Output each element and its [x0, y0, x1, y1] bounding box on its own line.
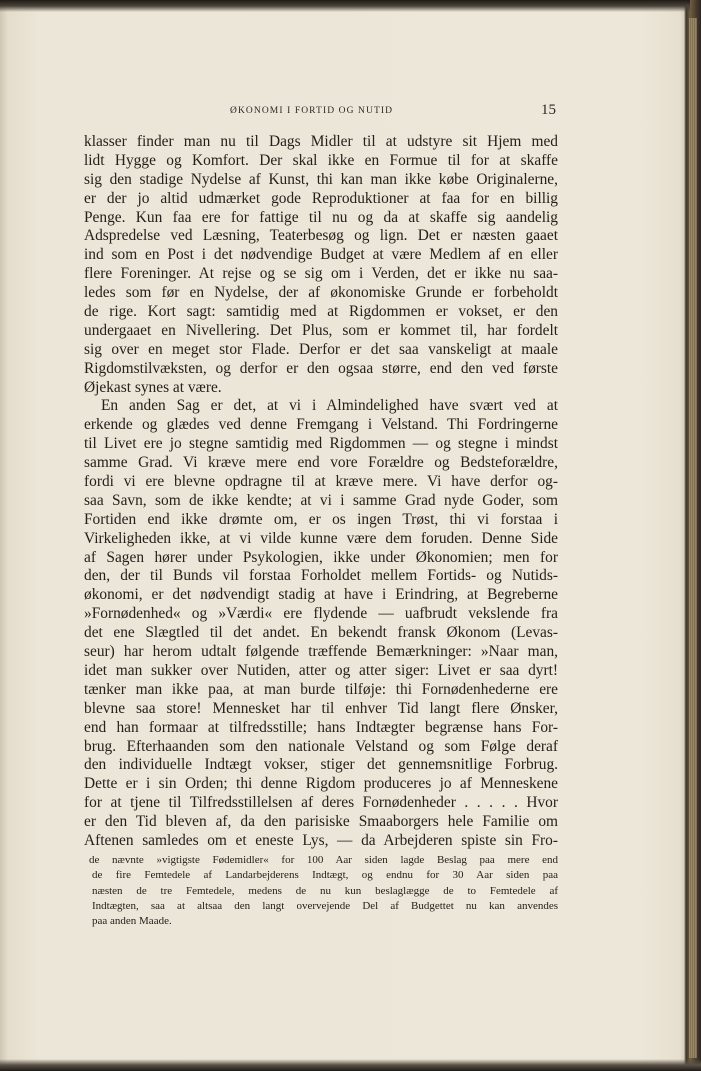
text-line: Adspredelse ved Læsning, Teaterbesøg og lign. Det er næsten gaaet — [84, 227, 558, 245]
text-line: blevne saa store! Mennesket har til enhver Tid langt flere Ønsker, — [84, 699, 558, 717]
text-line: Rigdomstilvæksten, og derfor er den ogsaa større, end den ved første — [84, 359, 558, 377]
text-line: saa Savn, som de ikke kendte; at vi i samme Grad nyde Goder, som — [84, 491, 558, 509]
text-line: samme Grad. Vi kræve mere end vore Forældre og Bedsteforældre, — [84, 454, 558, 472]
text-line: lidt Hygge og Komfort. Der skal ikke en Formue til for at skaffe — [84, 151, 558, 169]
scan-top-shadow — [0, 0, 690, 12]
text-line: er der jo altid udmærket gode Reproduktioner at faa for en billig — [84, 189, 558, 207]
book-page-edges — [689, 18, 697, 1058]
text-line: Virkeligheden ikke, at vi vilde kunne være dem foruden. Denne Side — [84, 529, 558, 547]
text-line: for at tjene til Tilfredsstillelsen af deres Fornødenheder . . . . . Hvor — [84, 794, 558, 812]
text-line: det ene Slægtled til det andet. En bekendt fransk Økonom (Levas- — [84, 624, 558, 642]
text-line: end han formaar at tilfredsstille; hans Indtægter begrænse hans For- — [84, 718, 558, 736]
footnote-line: næsten de tre Femtedele, medens de nu kun beslaglægge de to Femtedele af — [92, 884, 558, 897]
text-line: den individuelle Indtægt vokser, stiger det gennemsnitlige Forbrug. — [84, 756, 558, 774]
text-line: klasser finder man nu til Dags Midler til at udstyre sit Hjem med — [84, 133, 558, 150]
text-line: ind som en Post i det nødvendige Budget at være Medlem af en eller — [84, 246, 558, 264]
running-title: ØKONOMI I FORTID OG NUTID — [230, 106, 394, 116]
text-line: af Sagen hører under Psykologien, ikke under Økonomien; men for — [84, 548, 558, 566]
text-line: sig den stadige Nydelse af Kunst, thi kan man ikke købe Originalerne, — [84, 170, 558, 188]
text-line: til Livet ere jo stegne samtidig med Rigdommen — og stegne i mindst — [84, 435, 558, 453]
text-line: erkende og glædes ved denne Fremgang i Velstand. Thi Fordringerne — [84, 416, 558, 434]
footnote-line: de nævnte »vigtigste Fødemidler« for 100 Aar siden lagde Beslag paa mere end — [89, 854, 558, 866]
text-line: ledes som før en Nydelse, der af økonomiske Grunde er forbeholdt — [84, 284, 558, 302]
text-line: den, der til Bunds vil forstaa Forholdet mellem Fortids- og Nutids- — [84, 567, 558, 585]
text-line: er den Tid bleven af, da den parisiske Smaaborgers hele Familie om — [84, 813, 558, 831]
page-header — [0, 102, 701, 122]
text-line: fordi vi ere blevne opdragne til at kræve mere. Vi have derfor og- — [84, 473, 558, 491]
text-line: Penge. Kun faa ere for fattige til nu og da at skaffe sig aandelig — [84, 208, 558, 226]
text-line: flere Foreninger. At rejse og se sig om i Verden, det er ikke nu saa- — [84, 265, 558, 283]
text-line: de rige. Kort sagt: samtidig med at Rigdommen er vokset, er den — [84, 303, 558, 321]
footnote-line: de fire Femtedele af Landarbejderens Indtægt, og endnu for 30 Aar siden paa — [92, 869, 558, 882]
text-line: seur) har herom udtalt følgende træffende Bemærkninger: »Naar man, — [84, 643, 558, 661]
text-line: økonomi, er det nødvendigt stadig at have i Erindring, at Begreberne — [84, 586, 558, 604]
text-line: »Fornødenhed« og »Værdi« ere flydende — uafbrudt vekslende fra — [84, 605, 558, 623]
text-line: Fortiden end ikke drømte om, er os ingen Trøst, thi vi forstaa i — [84, 510, 558, 528]
text-line: En anden Sag er det, at vi i Almindelighed have svært ved at — [101, 397, 558, 415]
text-line: brug. Efterhaanden som den nationale Velstand og som Følge deraf — [84, 737, 558, 755]
text-line: idet man sukker over Nutiden, atter og atter siger: Livet er saa dyrt! — [84, 661, 558, 679]
page-number: 15 — [541, 102, 556, 118]
text-line: tænker man ikke paa, at man burde tilføje: thi Fornødenhederne ere — [84, 680, 558, 698]
footnote-line: paa anden Maade. — [92, 915, 172, 928]
scan-bottom-shadow — [0, 1059, 701, 1071]
text-line: undergaaet en Nivellering. Det Plus, som er kommet til, har fordelt — [84, 321, 558, 339]
footnote-line: Indtægten, saa at altsaa den langt overvejende Del af Budgettet nu kan anvendes — [92, 899, 558, 912]
text-line: Dette er i sin Orden; thi denne Rigdom produceres jo af Menneskene — [84, 775, 558, 793]
footnote — [89, 853, 558, 929]
text-line: Øjekast synes at være. — [84, 378, 222, 396]
text-line: Aftenen samledes om et eneste Lys, — da Arbejderen spiste sin Fro- — [84, 831, 558, 849]
text-line: sig over en meget stor Flade. Derfor er det saa vanskeligt at maale — [84, 340, 558, 358]
body-text — [84, 133, 558, 851]
